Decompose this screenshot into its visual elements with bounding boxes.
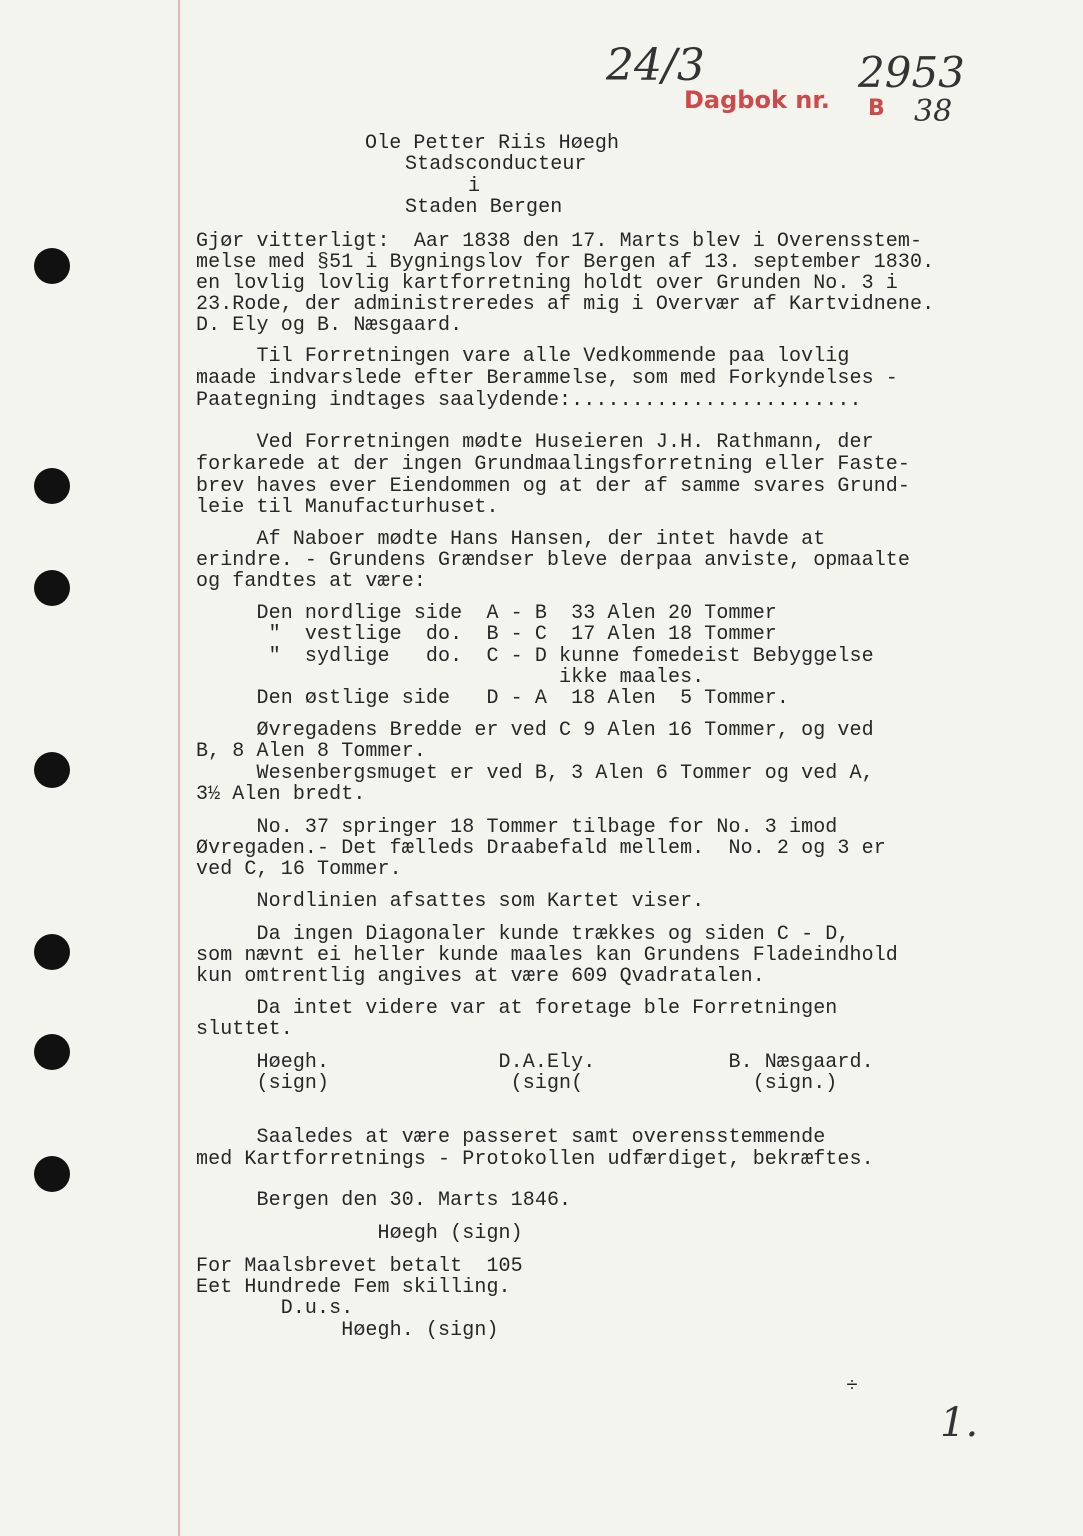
closing-signature: Høegh (sign): [196, 1222, 523, 1245]
text-line: erindre. - Grundens Grændser bleve derpaa anviste, opmaalte: [196, 549, 911, 572]
text-line: ved C, 16 Tommer.: [196, 858, 402, 881]
text-line: Nordlinien afsattes som Kartet viser.: [196, 890, 705, 913]
text-line: Da intet videre var at foretage ble Forretningen: [196, 997, 838, 1020]
fee-line: For Maalsbrevet betalt 105: [196, 1255, 523, 1278]
stamp-suffix: B: [868, 96, 885, 121]
measurement-line: Den nordlige side A - B 33 Alen 20 Tommer: [196, 602, 777, 625]
text-line: Saaledes at være passeret samt overensstemmende: [196, 1126, 826, 1149]
measurement-line: ikke maales.: [196, 666, 705, 689]
fee-line: Eet Hundrede Fem skilling.: [196, 1276, 511, 1299]
division-mark: ÷: [846, 1375, 859, 1398]
text-line: forkarede at der ingen Grundmaalingsforretning eller Faste-: [196, 453, 911, 476]
text-line: sluttet.: [196, 1018, 293, 1041]
handwritten-year: 38: [914, 94, 953, 129]
place-date: Bergen den 30. Marts 1846.: [196, 1189, 572, 1212]
signature-sign-marks: (sign) (sign( (sign.): [196, 1072, 838, 1095]
signature-names: Høegh. D.A.Ely. B. Næsgaard.: [196, 1051, 874, 1074]
text-line: Til Forretningen vare alle Vedkommende paa lovlig: [196, 345, 850, 368]
text-line: brev haves ever Eiendommen og at der af samme svares Grund-: [196, 475, 911, 498]
punch-hole: [34, 570, 70, 606]
title-line: i: [468, 175, 481, 198]
measurement-line: " vestlige do. B - C 17 Alen 18 Tommer: [196, 623, 777, 646]
punch-hole: [34, 468, 70, 504]
text-line: Ved Forretningen mødte Huseieren J.H. Rathmann, der: [196, 431, 874, 454]
text-line: No. 37 springer 18 Tommer tilbage for No. 3 imod: [196, 816, 838, 839]
punch-hole: [34, 1034, 70, 1070]
text-line: med Kartforretnings - Protokollen udfærdiget, bekræftes.: [196, 1148, 874, 1171]
handwritten-dagbok-number: 2953: [858, 48, 965, 97]
punch-hole: [34, 1156, 70, 1192]
text-line: en lovlig lovlig kartforretning holdt over Grunden No. 3 i: [196, 272, 898, 295]
punch-hole: [34, 248, 70, 284]
handwritten-date: 24/3: [606, 40, 705, 91]
text-line: 23.Rode, der administreredes af mig i Overvær af Kartvidnene.: [196, 293, 935, 316]
dagbok-stamp: Dagbok nr.: [684, 86, 830, 114]
measurement-line: Den østlige side D - A 18 Alen 5 Tommer.: [196, 687, 789, 710]
text-line: Af Naboer mødte Hans Hansen, der intet havde at: [196, 528, 826, 551]
text-line: leie til Manufacturhuset.: [196, 496, 499, 519]
punch-hole: [34, 752, 70, 788]
text-line: B, 8 Alen 8 Tommer.: [196, 740, 426, 763]
fee-line: Høegh. (sign): [196, 1319, 499, 1342]
text-line: Paategning indtages saalydende:........................: [196, 389, 862, 412]
text-line: maade indvarslede efter Berammelse, som med Forkyndelses -: [196, 367, 898, 390]
page-number: 1.: [940, 1400, 979, 1446]
text-line: melse med §51 i Bygningslov for Bergen af 13. september 1830.: [196, 251, 935, 274]
text-line: Øvregadens Bredde er ved C 9 Alen 16 Tommer, og ved: [196, 719, 874, 742]
fee-line: D.u.s.: [196, 1297, 354, 1320]
text-line: som nævnt ei heller kunde maales kan Grundens Fladeindhold: [196, 944, 898, 967]
title-line: Stadsconducteur: [405, 153, 587, 176]
measurement-line: " sydlige do. C - D kunne fomedeist Bebyggelse: [196, 645, 874, 668]
title-line: Ole Petter Riis Høegh: [365, 132, 620, 155]
title-line: Staden Bergen: [405, 196, 563, 219]
text-line: og fandtes at være:: [196, 570, 426, 593]
text-line: Øvregaden.- Det fælleds Draabefald mellem. No. 2 og 3 er: [196, 837, 886, 860]
text-line: D. Ely og B. Næsgaard.: [196, 314, 463, 337]
text-line: 3½ Alen bredt.: [196, 783, 366, 806]
text-line: Gjør vitterligt: Aar 1838 den 17. Marts blev i Overensstem-: [196, 230, 923, 253]
punch-hole: [34, 934, 70, 970]
text-line: kun omtrentlig angives at være 609 Qvadratalen.: [196, 965, 765, 988]
text-line: Wesenbergsmuget er ved B, 3 Alen 6 Tommer og ved A,: [196, 762, 874, 785]
text-line: Da ingen Diagonaler kunde trækkes og siden C - D,: [196, 923, 850, 946]
margin-line: [178, 0, 180, 1536]
